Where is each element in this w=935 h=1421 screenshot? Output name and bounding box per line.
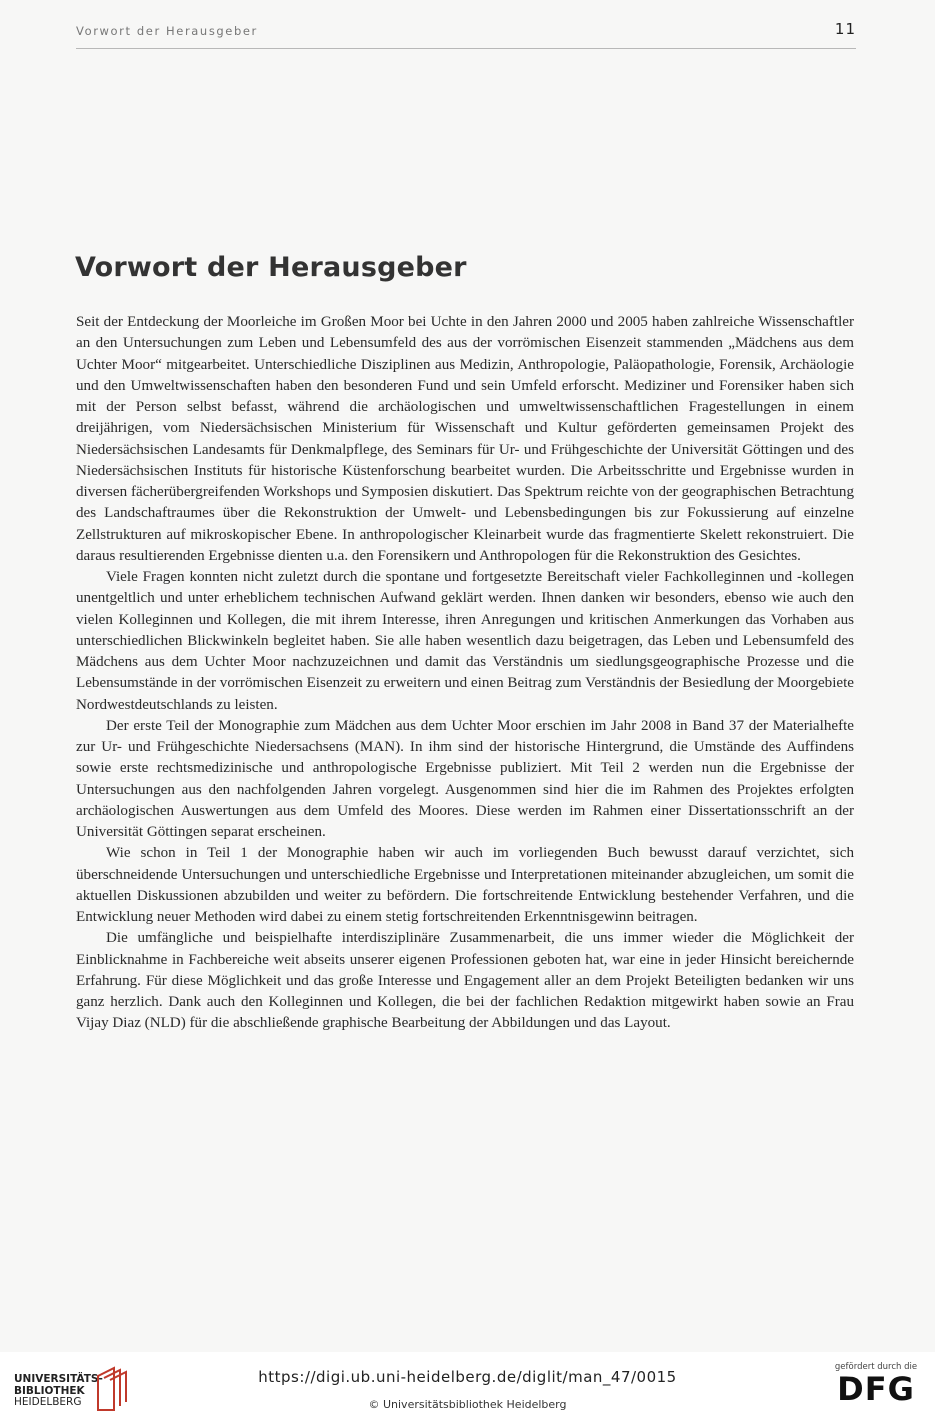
- header-rule: [76, 48, 856, 49]
- paragraph: Wie schon in Teil 1 der Monographie haben wir auch im vorliegenden Buch bewusst darauf verzichtet, sich überschneidende Untersuchungen und unterschiedliche Ergebnisse und Interpretationen miteinander abzugleichen, um somit die aktuellen Diskussionen abzubilden und weiter zu befördern. Die fortschreitende Entwicklung bestehender Verfahren, und die Entwicklung neuer Methoden wird dabei zu einem stetig fortschreitenden Erkenntnisgewinn beitragen.: [76, 845, 854, 925]
- page-number: 11: [834, 20, 856, 38]
- viewer-footer: [0, 1352, 935, 1421]
- library-name-line: HEIDELBERG: [14, 1396, 82, 1408]
- body-text: [76, 312, 854, 1035]
- paragraph: Der erste Teil der Monographie zum Mädchen aus dem Uchter Moor erschien im Jahr 2008 in Band 37 der Materialhefte zur Ur- und Frühgeschichte Niedersachsens (MAN). In ihm sind der historische Hintergrund, die Umstände des Auffindens sowie erste rechtsmedizinische und anthropologische Ergebnisse publiziert. Mit Teil 2 werden nun die Ergebnisse der Untersuchungen aus den nachfolgenden Jahren vorgelegt. Ausgenommen sind hier die im Rahmen des Projektes erfolgten archäologischen Auswertungen aus dem Umfeld des Moores. Diese werden im Rahmen einer Dissertationsschrift an der Universität Göttingen separat erscheinen.: [76, 717, 854, 840]
- running-head: Vorwort der Herausgeber: [76, 24, 258, 38]
- library-name-line: BIBLIOTHEK: [14, 1384, 85, 1397]
- copyright-notice: © Universitätsbibliothek Heidelberg: [368, 1398, 567, 1411]
- paragraph: Die umfängliche und beispielhafte interdisziplinäre Zusammenarbeit, die uns immer wieder die Möglichkeit der Einblicknahme in Fachbereiche weit abseits unserer eigenen Professionen geboten hat, war eine in jeder Hinsicht bereichernde Erfahrung. Für diese Möglichkeit und das große Interesse und Engagement aller an dem Projekt Beteiligten bedanken wir uns ganz herzlich. Dank auch den Kolleginnen und Kollegen, die bei der fachlichen Redaktion mitgewirkt haben sowie an Frau Vijay Diaz (NLD) für die abschließende graphische Bearbeitung der Abbildungen und das Layout.: [76, 930, 854, 1032]
- library-name-line: UNIVERSITÄTS-: [14, 1373, 103, 1385]
- paragraph: Viele Fragen konnten nicht zuletzt durch die spontane und fortgesetzte Bereitschaft vieler Fachkolleginnen und -kollegen unentgeltlich und unter erheblichem technischen Aufwand geklärt werden. Ihnen danken wir besonders, ebenso wie auch den vielen Kolleginnen und Kollegen, die mit ihrem Interesse, ihren Anregungen und kritischen Anmerkungen das Vorhaben aus unterschiedlichen Blickwinkeln begleitet haben. Sie alle haben wesentlich dazu beigetragen, das Leben und Lebensumfeld des Mädchens aus dem Uchter Moor nachzuzeichnen und damit das Verständnis um siedlungsgeographische Prozesse und die Lebensumstände in der vorrömischen Eisenzeit zu erweitern und einen Beitrag zum Verständnis der Besiedlung der Moorgebiete Nordwestdeutschlands zu leisten.: [76, 569, 854, 713]
- document-url-link[interactable]: https://digi.ub.uni-heidelberg.de/diglit/man_47/0015: [258, 1368, 677, 1386]
- paragraph: Seit der Entdeckung der Moorleiche im Großen Moor bei Uchte in den Jahren 2000 und 2005 haben zahlreiche Wissenschaftler an den Untersuchungen zum Leben und Lebensumfeld des aus der vorrömischen Eisenzeit stammenden „Mädchens aus dem Uchter Moor“ mitgearbeitet. Unterschiedliche Disziplinen aus Medizin, Anthropologie, Paläopathologie, Forensik, Archäologie und den Umweltwissenschaften haben den besonderen Fund und sein Umfeld erforscht. Mediziner und Forensiker haben sich mit der Person selbst befasst, während die archäologischen und umweltwissenschaftlichen Fragestellungen in einem dreijährigen, vom Niedersächsischen Ministerium für Wissenschaft und Kultur geförderten gemeinsamen Projekt des Niedersächsischen Landesamts für Denkmalpflege, des Seminars für Ur- und Frühgeschichte der Universität Göttingen und des Niedersächsischen Instituts für historische Küstenforschung bearbeitet wurden. Die Arbeitsschritte und Ergebnisse wurden in diversen fächerübergreifenden Workshops und Symposien diskutiert. Das Spektrum reichte von der geographischen Betrachtung des Landschaftraumes über die Rekonstruktion der Umwelt- und Lebensbedingungen bis zur Fokussierung auf einzelne Zellstrukturen auf mikroskopischer Ebene. In anthropologischer Kleinarbeit wurde das fragmentierte Skelett rekonstruiert. Die daraus resultierenden Ergebnisse dienten u.a. den Forensikern und Anthropologen für die Rekonstruktion des Gesichtes.: [76, 314, 854, 564]
- dfg-logo: DFG: [837, 1370, 915, 1408]
- funder-logo[interactable]: [831, 1362, 921, 1406]
- chapter-title: Vorwort der Herausgeber: [75, 252, 467, 283]
- funder-note: gefördert durch die: [834, 1362, 918, 1372]
